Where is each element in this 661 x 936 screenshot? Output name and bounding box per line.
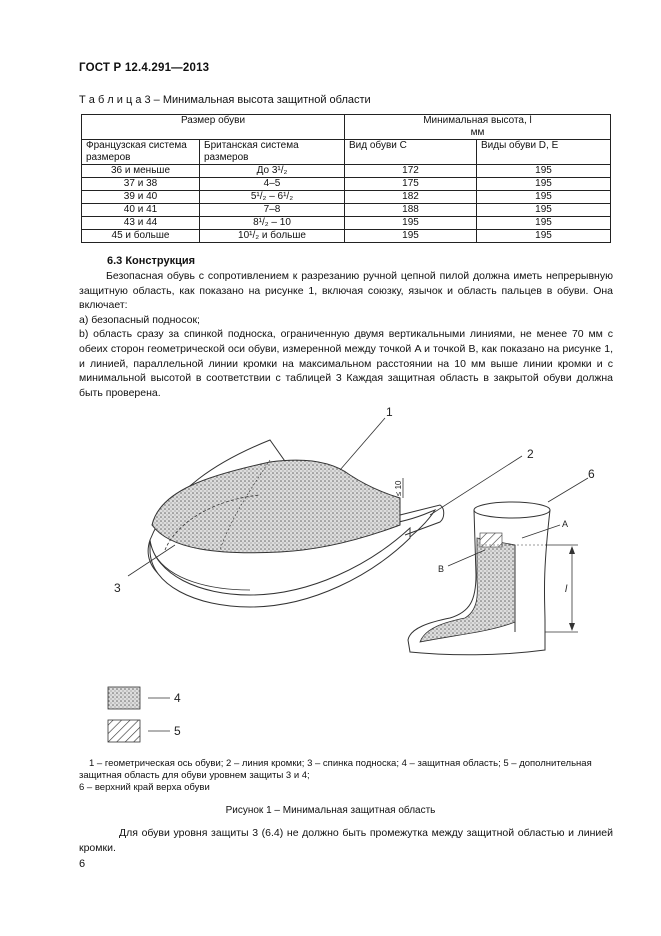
paragraph-intro: Безопасная обувь с сопротивлением к разрезанию ручной цепной пилой должна иметь непрерывную защитную область, как показано на рисунке 1, включая союзку, язычок и область пальцев в обуви. Она включает: xyxy=(79,270,613,312)
table-3 xyxy=(81,114,611,243)
cell-c: 175 xyxy=(345,178,477,191)
cell-br: 10¹/₂ и больше xyxy=(200,230,345,243)
section-title: 6.3 Конструкция xyxy=(107,255,196,267)
table-row xyxy=(82,230,611,243)
label-b: B xyxy=(438,564,445,574)
label-4: 4 xyxy=(174,691,181,705)
table-row xyxy=(82,204,611,217)
table-header-row xyxy=(82,115,611,140)
table-caption: Т а б л и ц а 3 – Минимальная высота защитной области xyxy=(79,94,371,106)
cell-br: 4–5 xyxy=(200,178,345,191)
document-header: ГОСТ Р 12.4.291—2013 xyxy=(79,62,210,74)
closing-paragraph: Для обуви уровня защиты 3 (6.4) не должно быть промежутка между защитной областью и линией кромки. xyxy=(79,827,613,854)
header-height xyxy=(345,115,611,140)
swatch-5 xyxy=(108,720,140,742)
header-c: Вид обуви С xyxy=(345,140,477,165)
item-a: а) безопасный подносок; xyxy=(79,313,200,326)
figure-legend xyxy=(79,758,613,794)
label-2: 2 xyxy=(527,447,534,461)
swatch-4 xyxy=(108,687,140,709)
label-a: A xyxy=(562,519,569,529)
cell-br: 7–8 xyxy=(200,204,345,217)
label-l: l xyxy=(565,584,568,595)
page-number: 6 xyxy=(79,858,86,870)
label-6: 6 xyxy=(588,467,595,481)
cell-c: 195 xyxy=(345,217,477,230)
cell-de: 195 xyxy=(477,191,611,204)
header-br: Британская система размеров xyxy=(200,140,345,165)
cell-br: 8¹/₂ – 10 xyxy=(200,217,345,230)
table-row xyxy=(82,165,611,178)
cell-c: 182 xyxy=(345,191,477,204)
cell-de: 195 xyxy=(477,204,611,217)
cell-c: 188 xyxy=(345,204,477,217)
cell-fr: 43 и 44 xyxy=(82,217,200,230)
cell-de: 195 xyxy=(477,178,611,191)
cell-fr: 36 и меньше xyxy=(82,165,200,178)
header-height-unit: мм xyxy=(470,127,485,138)
cell-fr: 37 и 38 xyxy=(82,178,200,191)
cell-br: До 3¹/₂ xyxy=(200,165,345,178)
header-height-label: Минимальная высота, l xyxy=(423,115,532,126)
table-row xyxy=(82,191,611,204)
cell-c: 195 xyxy=(345,230,477,243)
figure-1-drawing xyxy=(0,400,661,745)
figure-caption: Рисунок 1 – Минимальная защитная область xyxy=(225,805,436,816)
table-subheader-row xyxy=(82,140,611,165)
cell-br: 5¹/₂ – 6¹/₂ xyxy=(200,191,345,204)
section-body xyxy=(79,269,613,400)
legend-line-2: 6 – верхний край верха обуви xyxy=(79,782,210,793)
cell-fr: 39 и 40 xyxy=(82,191,200,204)
shoe-left-drawing xyxy=(148,440,444,607)
legend-line-1: 1 – геометрическая ось обуви; 2 – линия кромки; 3 – спинка подноска; 4 – защитная область; 5 – дополнительная защитная область для обуви уровнем защиты 3 и 4; xyxy=(79,758,592,781)
table-row xyxy=(82,217,611,230)
label-1: 1 xyxy=(386,405,393,419)
cell-fr: 45 и больше xyxy=(82,230,200,243)
header-fr: Французская система размеров xyxy=(82,140,200,165)
item-b: b) область сразу за спинкой подноска, ограниченную двумя вертикальными линиями, не менее 70 мм с обеих сторон геометрической оси обуви, измеренной между точкой A и точкой B, как показано на рисунке 1, и линией, параллельной линии кромки на максимальном расстоянии на 10 мм выше линии кромки и с минимальной высотой в соответствии с таблицей 3 Каждая защитная область в закрытой обуви должна быть проверена. xyxy=(79,328,613,399)
cell-de: 195 xyxy=(477,217,611,230)
cell-fr: 40 и 41 xyxy=(82,204,200,217)
cell-de: 195 xyxy=(477,165,611,178)
label-3: 3 xyxy=(114,581,121,595)
cell-c: 172 xyxy=(345,165,477,178)
header-size: Размер обуви xyxy=(82,115,345,140)
header-de: Виды обуви D, E xyxy=(477,140,611,165)
label-le10: ≤ 10 xyxy=(394,480,403,496)
label-5: 5 xyxy=(174,724,181,738)
table-row xyxy=(82,178,611,191)
cell-de: 195 xyxy=(477,230,611,243)
